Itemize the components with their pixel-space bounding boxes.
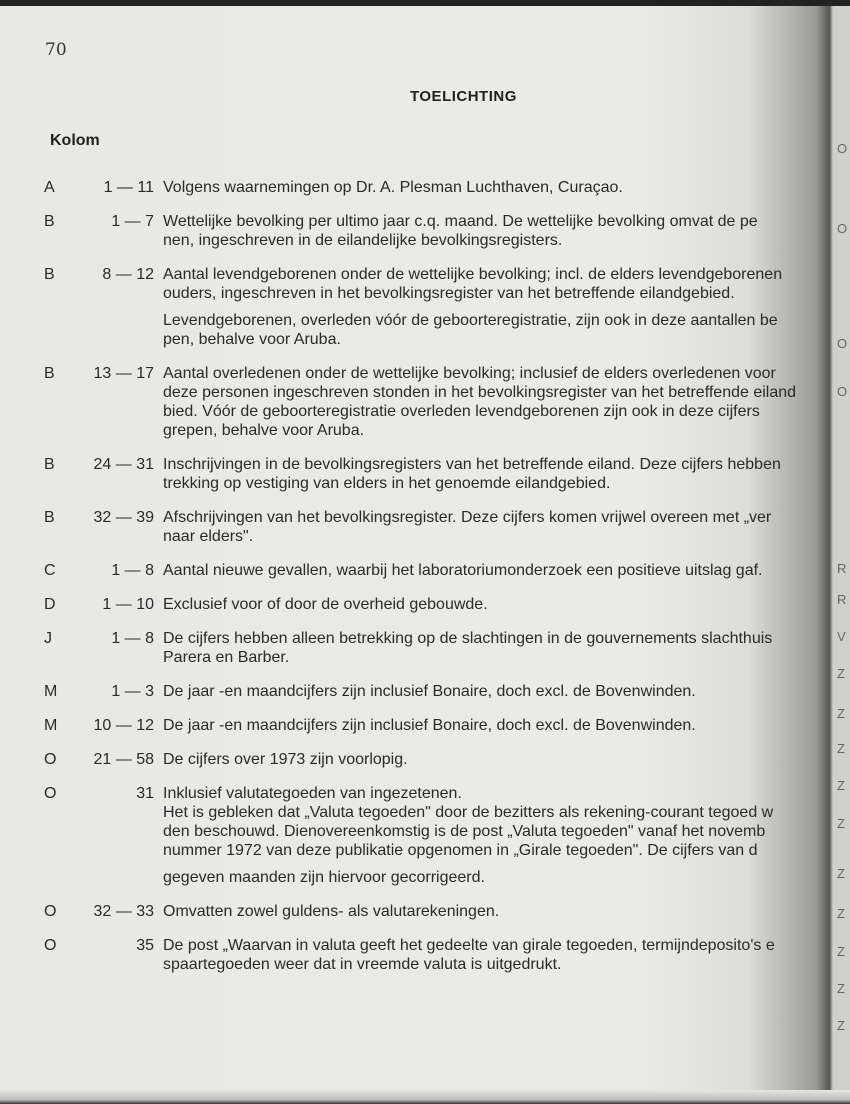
column-letter: D: [44, 596, 56, 613]
edge-letter: Z: [837, 666, 845, 681]
text-line: Levendgeborenen, overleden vóór de geboorteregistratie, zijn ook in deze aantallen be: [163, 312, 778, 329]
column-letter: M: [44, 683, 58, 700]
entry-text: [163, 682, 828, 701]
text-line: bied. Vóór de geboorteregistratie overleden levendgeborenen zijn ook in deze cijfers: [163, 403, 760, 420]
page-number: 70: [45, 40, 67, 60]
column-letter: B: [44, 213, 55, 230]
entries-list: [0, 178, 833, 989]
entry: [0, 716, 833, 735]
text-line: Inschrijvingen in de bevolkingsregisters van het betreffende eiland. Deze cijfers hebben: [163, 456, 781, 473]
text-line: Aantal levendgeborenen onder de wettelijke bevolking; incl. de elders levendgeborenen: [163, 266, 783, 283]
entry: [0, 508, 833, 546]
entry: [0, 682, 833, 701]
edge-letter: O: [837, 384, 848, 399]
column-range: 8 — 12: [102, 266, 154, 283]
entry: [0, 902, 833, 921]
text-line: De post „Waarvan in valuta geeft het gedeelte van girale tegoeden, termijndeposito's e: [163, 937, 775, 954]
entry-text: [163, 716, 828, 735]
text-line: pen, behalve voor Aruba.: [163, 331, 341, 348]
entry-text: [163, 936, 828, 974]
edge-letter: V: [837, 629, 846, 644]
entry-text: [163, 508, 828, 546]
column-letter: O: [44, 903, 57, 920]
column-range: 1 — 8: [111, 630, 154, 647]
edge-letter: Z: [837, 866, 845, 881]
entry-text: [163, 265, 828, 349]
page-title: TOELICHTING: [410, 88, 517, 105]
edge-letter: Z: [837, 944, 845, 959]
text-line: Aantal nieuwe gevallen, waarbij het laboratoriumonderzoek een positieve uitslag gaf.: [163, 562, 763, 579]
entry: [0, 212, 833, 250]
text-line: spaartegoeden weer dat in vreemde valuta is uitgedrukt.: [163, 956, 562, 973]
column-letter: M: [44, 717, 58, 734]
entry: [0, 784, 833, 887]
entry-text: [163, 902, 828, 921]
entry: [0, 455, 833, 493]
edge-letter: Z: [837, 778, 845, 793]
column-letter: C: [44, 562, 56, 579]
column-range: 32 — 33: [93, 903, 154, 920]
page-bottom-edge: [0, 1090, 850, 1104]
column-letter: J: [44, 630, 52, 647]
column-letter: O: [44, 751, 57, 768]
edge-letter: Z: [837, 741, 845, 756]
text-line: Aantal overledenen onder de wettelijke bevolking; inclusief de elders overledenen voor: [163, 365, 776, 382]
edge-letter: R: [837, 561, 847, 576]
text-line: nen, ingeschreven in de eilandelijke bevolkingsregisters.: [163, 232, 563, 249]
entry-text: [163, 364, 828, 440]
column-letter: B: [44, 456, 55, 473]
column-range: 1 — 8: [111, 562, 154, 579]
edge-letter: Z: [837, 1018, 845, 1033]
text-line: Omvatten zowel guldens- als valutarekeningen.: [163, 903, 500, 920]
column-range: 1 — 3: [111, 683, 154, 700]
text-line: Wettelijke bevolking per ultimo jaar c.q. maand. De wettelijke bevolking omvat de pe: [163, 213, 758, 230]
text-line: De cijfers hebben alleen betrekking op de slachtingen in de gouvernements slachthuis: [163, 630, 773, 647]
entry-text: [163, 595, 828, 614]
edge-letter: Z: [837, 906, 845, 921]
edge-letter: Z: [837, 816, 845, 831]
column-range: 1 — 7: [111, 213, 154, 230]
entry-text: [163, 455, 828, 493]
column-range: 10 — 12: [93, 717, 154, 734]
entry-text: [163, 784, 828, 887]
column-letter: B: [44, 365, 55, 382]
text-line: den beschouwd. Dienovereenkomstig is de post „Valuta tegoeden" vanaf het novemb: [163, 823, 766, 840]
text-line: Afschrijvingen van het bevolkingsregister. Deze cijfers komen vrijwel overeen met „ver: [163, 509, 772, 526]
column-letter: B: [44, 509, 55, 526]
entry: [0, 364, 833, 440]
text-line: Inklusief valutategoeden van ingezetenen.: [163, 785, 462, 802]
text-line: Volgens waarnemingen op Dr. A. Plesman Luchthaven, Curaçao.: [163, 179, 623, 196]
column-range: 1 — 10: [102, 596, 154, 613]
entry-text: [163, 629, 828, 667]
text-line: Parera en Barber.: [163, 649, 290, 666]
entry: [0, 265, 833, 349]
entry-text: [163, 212, 828, 250]
edge-letter: Z: [837, 981, 845, 996]
entry: [0, 561, 833, 580]
column-range: 21 — 58: [93, 751, 154, 768]
text-line: naar elders".: [163, 528, 254, 545]
text-line: Het is gebleken dat „Valuta tegoeden" door de bezitters als rekening-courant tegoed w: [163, 804, 774, 821]
column-range: 13 — 17: [93, 365, 154, 382]
column-heading: Kolom: [50, 132, 100, 149]
text-line: trekking op vestiging van elders in het genoemde eilandgebied.: [163, 475, 611, 492]
text-line: De jaar -en maandcijfers zijn inclusief Bonaire, doch excl. de Bovenwinden.: [163, 717, 696, 734]
entry-text: [163, 561, 828, 580]
column-letter: O: [44, 937, 57, 954]
edge-letter: O: [837, 221, 848, 236]
column-range: 32 — 39: [93, 509, 154, 526]
text-line: De cijfers over 1973 zijn voorlopig.: [163, 751, 408, 768]
entry: [0, 750, 833, 769]
entry: [0, 178, 833, 197]
entry: [0, 595, 833, 614]
text-line: ouders, ingeschreven in het bevolkingsregister van het betreffende eilandgebied.: [163, 285, 735, 302]
text-line: Exclusief voor of door de overheid gebouwde.: [163, 596, 488, 613]
entry: [0, 629, 833, 667]
column-range: 31: [136, 785, 154, 802]
text-line: nummer 1972 van deze publikatie opgenomen in „Girale tegoeden". De cijfers van d: [163, 842, 758, 859]
column-letter: O: [44, 785, 57, 802]
edge-letter: O: [837, 336, 848, 351]
text-line: gegeven maanden zijn hiervoor gecorrigeerd.: [163, 869, 485, 886]
edge-letter: R: [837, 592, 847, 607]
text-line: De jaar -en maandcijfers zijn inclusief Bonaire, doch excl. de Bovenwinden.: [163, 683, 696, 700]
column-range: 24 — 31: [93, 456, 154, 473]
edge-letter: Z: [837, 706, 845, 721]
text-line: deze personen ingeschreven stonden in het bevolkingsregister van het betreffende eiland: [163, 384, 797, 401]
next-page-edge: [834, 6, 850, 1104]
column-letter: A: [44, 179, 55, 196]
entry: [0, 936, 833, 974]
column-range: 35: [136, 937, 154, 954]
entry-text: [163, 178, 828, 197]
column-letter: B: [44, 266, 55, 283]
text-line: grepen, behalve voor Aruba.: [163, 422, 365, 439]
entry-text: [163, 750, 828, 769]
edge-letter: O: [837, 141, 848, 156]
column-range: 1 — 11: [103, 179, 154, 196]
document-page: [0, 6, 850, 1104]
